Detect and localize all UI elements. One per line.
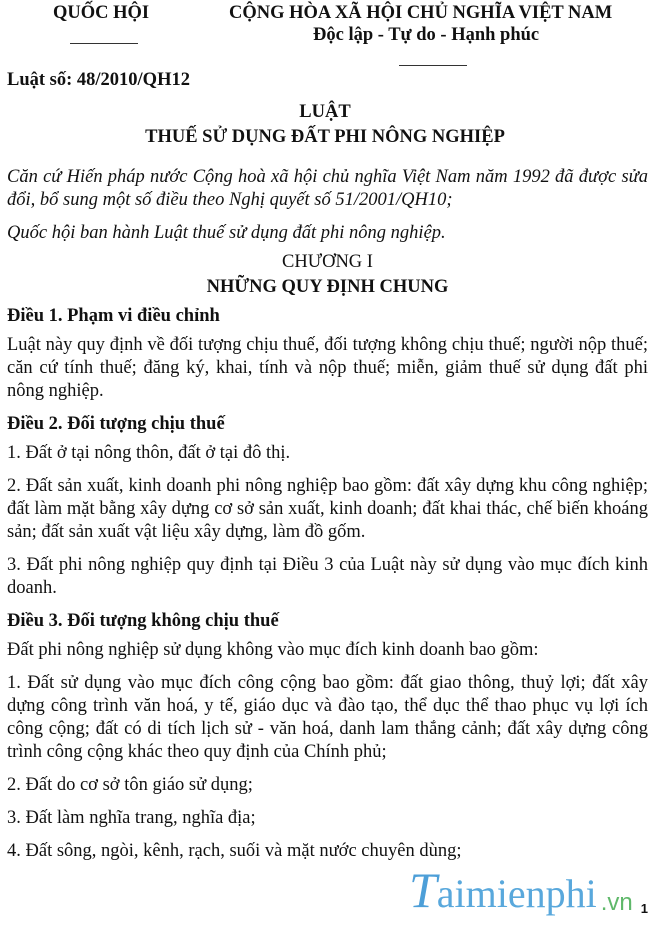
- divider: [399, 65, 467, 66]
- divider: [70, 43, 138, 44]
- issuing-body: QUỐC HỘI: [53, 3, 150, 23]
- article-paragraph: 1. Đất sử dụng vào mục đích công cộng bao gồm: đất giao thông, thuỷ lợi; đất xây dựng công trình văn hoá, y tế, giáo dục và đào tạo, thể dục thể thao phục vụ lợi ích công cộng; đất có di tích lịch sử - văn hoá, danh lam thắng cảnh; đất xây dựng công trình công cộng khác theo quy định của Chính phủ;: [7, 673, 648, 762]
- state-name: CỘNG HÒA XÃ HỘI CHỦ NGHĨA VIỆT NAM: [229, 3, 613, 23]
- document-title: THUẾ SỬ DỤNG ĐẤT PHI NÔNG NGHIỆP: [145, 127, 505, 147]
- article-paragraph: 2. Đất do cơ sở tôn giáo sử dụng;: [7, 775, 253, 795]
- article-paragraph: Luật này quy định về đối tượng chịu thuế, đối tượng không chịu thuế; người nộp thuế; căn cứ tính thuế; đăng ký, khai, tính và nộp thuế; miễn, giảm thuế sử dụng đất phi nông nghiệp.: [7, 335, 648, 401]
- article-heading: Điều 1. Phạm vi điều chỉnh: [7, 306, 220, 326]
- article-paragraph: Đất phi nông nghiệp sử dụng không vào mục đích kinh doanh bao gồm:: [7, 640, 539, 660]
- preamble-enactment: Quốc hội ban hành Luật thuế sử dụng đất phi nông nghiệp.: [7, 223, 446, 243]
- page-number: 1: [640, 901, 648, 916]
- national-motto: Độc lập - Tự do - Hạnh phúc: [313, 25, 540, 45]
- preamble-basis: Căn cứ Hiến pháp nước Cộng hoà xã hội chủ nghĩa Việt Nam năm 1992 đã được sửa đổi, bổ sung một số điều theo Nghị quyết số 51/2001/QH10;: [7, 167, 648, 210]
- article-paragraph: 3. Đất phi nông nghiệp quy định tại Điều 3 của Luật này sử dụng vào mục đích kinh doanh.: [7, 555, 648, 598]
- article-heading: Điều 3. Đối tượng không chịu thuế: [7, 611, 279, 631]
- article-paragraph: 3. Đất làm nghĩa trang, nghĩa địa;: [7, 808, 256, 828]
- watermark-initial: T: [408, 862, 437, 918]
- chapter-number: CHƯƠNG I: [282, 252, 373, 272]
- watermark-tld: .vn: [600, 889, 633, 916]
- chapter-title: NHỮNG QUY ĐỊNH CHUNG: [206, 277, 449, 297]
- article-paragraph: 1. Đất ở tại nông thôn, đất ở tại đô thị.: [7, 443, 291, 463]
- law-number: Luật số: 48/2010/QH12: [7, 70, 190, 90]
- page-footer: [7, 862, 648, 918]
- article-paragraph: 2. Đất sản xuất, kinh doanh phi nông nghiệp bao gồm: đất xây dựng khu công nghiệp; đất làm mặt bằng xây dựng cơ sở sản xuất, kinh doanh; đất khai thác, chế biến khoáng sản; đất sản xuất vật liệu xây dựng, làm đồ gốm.: [7, 476, 648, 542]
- watermark-text: aimienphi: [436, 871, 597, 916]
- document-body: [7, 166, 648, 918]
- article-heading: Điều 2. Đối tượng chịu thuế: [7, 414, 225, 434]
- watermark-logo: [408, 862, 597, 918]
- document-type: LUẬT: [299, 102, 351, 122]
- article-paragraph: 4. Đất sông, ngòi, kênh, rạch, suối và mặt nước chuyên dùng;: [7, 841, 462, 861]
